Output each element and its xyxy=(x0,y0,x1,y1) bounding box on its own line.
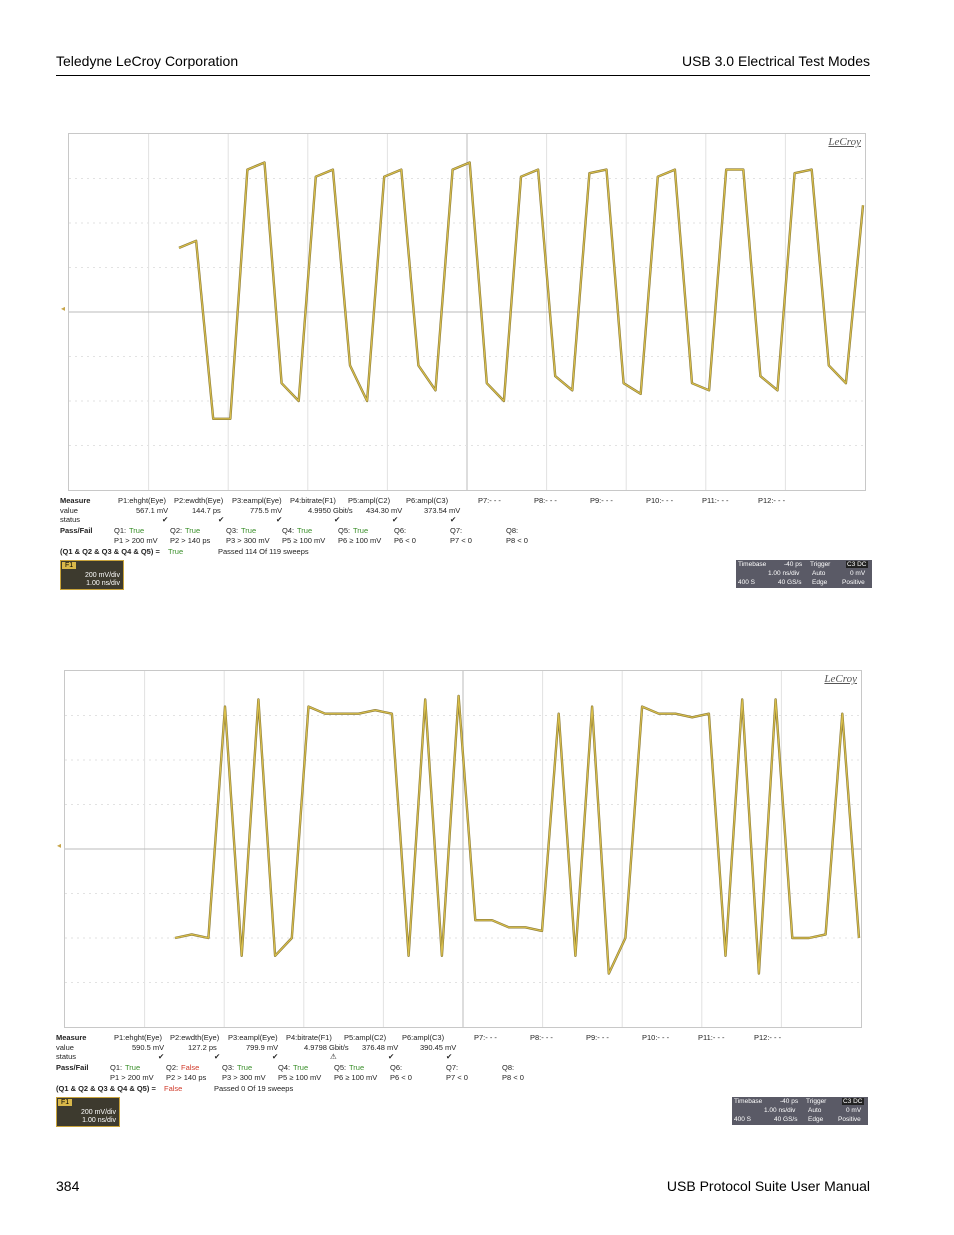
qualifier-name: Q3: xyxy=(226,526,239,535)
param-value: 373.54 mV xyxy=(424,506,461,515)
qualifier-name: Q2: xyxy=(170,526,183,535)
sample-rate: 40 GS/s xyxy=(778,579,802,586)
status-check-icon: ✔ xyxy=(162,515,169,524)
waveform-grid xyxy=(61,133,866,491)
trigger-level-marker-icon: ◂ xyxy=(61,304,66,313)
param-name: P10:- - - xyxy=(646,496,674,505)
oscilloscope-capture-2 xyxy=(54,665,868,1130)
measure-label: Measure xyxy=(60,496,91,505)
status-check-icon: ✔ xyxy=(334,515,341,524)
param-name: P9:- - - xyxy=(586,1033,609,1042)
status-check-icon: ✔ xyxy=(276,515,283,524)
qualifier-state: True xyxy=(293,1063,309,1072)
lecroy-logo: LeCroy xyxy=(824,673,857,685)
qualifier-condition: P6 ≥ 100 mV xyxy=(338,536,382,545)
horizontal-scale: 1.00 ns/div xyxy=(82,1117,116,1124)
param-name: P5:ampl(C2) xyxy=(344,1033,387,1042)
param-name: P7:- - - xyxy=(478,496,501,505)
param-value: 4.9798 Gbit/s xyxy=(304,1043,349,1052)
measurement-table xyxy=(58,496,872,556)
status-check-icon: ✔ xyxy=(450,515,457,524)
status-check-icon: ✔ xyxy=(158,1052,165,1061)
header-rule xyxy=(56,75,870,76)
param-value: 127.2 ps xyxy=(188,1043,217,1052)
status-label: status xyxy=(56,1052,77,1061)
vertical-scale: 200 mV/div xyxy=(84,572,120,579)
param-name: P4:bitrate(F1) xyxy=(286,1033,332,1042)
qualifier-condition: P2 > 140 ps xyxy=(170,536,211,545)
qualifier-condition: P3 > 300 mV xyxy=(226,536,270,545)
trigger-slope: Positive xyxy=(838,1116,861,1123)
channel-tag: F1 xyxy=(58,1099,72,1106)
trigger-channel: C3 DC xyxy=(847,561,867,568)
trigger-label: Trigger xyxy=(806,1098,827,1105)
value-label: value xyxy=(56,1043,74,1052)
qualifier-name: Q2: xyxy=(166,1063,179,1072)
param-name: P8:- - - xyxy=(530,1033,553,1042)
waveform-trace xyxy=(179,163,863,419)
qualifier-name: Q3: xyxy=(222,1063,235,1072)
trigger-level: 0 mV xyxy=(850,570,866,577)
qualifier-condition: P5 ≥ 100 mV xyxy=(278,1073,322,1082)
status-check-icon: ✔ xyxy=(214,1052,221,1061)
param-value: 775.5 mV xyxy=(250,506,283,515)
timebase-trigger-box[interactable] xyxy=(736,560,872,588)
channel-tag: F1 xyxy=(62,562,76,569)
qualifier-name: Q7: xyxy=(450,526,463,535)
trigger-type: Edge xyxy=(812,579,828,586)
sample-count: 400 S xyxy=(738,579,755,586)
qualifier-name: Q6: xyxy=(394,526,407,535)
combined-value: True xyxy=(168,547,184,556)
waveform-grid xyxy=(57,670,862,1028)
qualifier-condition: P1 > 200 mV xyxy=(114,536,158,545)
trigger-mode: Auto xyxy=(812,570,826,577)
qualifier-state: True xyxy=(129,526,145,535)
qualifier-name: Q5: xyxy=(338,526,351,535)
param-name: P3:eampl(Eye) xyxy=(228,1033,278,1042)
channel-descriptor-box[interactable] xyxy=(60,560,124,590)
qualifier-state: True xyxy=(241,526,257,535)
param-value: 390.45 mV xyxy=(420,1043,457,1052)
param-value: 4.9950 Gbit/s xyxy=(308,506,353,515)
status-check-icon: ✔ xyxy=(218,515,225,524)
waveform-plot xyxy=(65,671,861,1027)
measurement-table xyxy=(54,1033,868,1093)
qualifier-condition: P7 < 0 xyxy=(450,536,472,545)
param-value: 376.48 mV xyxy=(362,1043,399,1052)
status-check-icon: ✔ xyxy=(446,1052,453,1061)
qualifier-state: True xyxy=(297,526,313,535)
param-name: P12:- - - xyxy=(754,1033,782,1042)
qualifier-condition: P6 < 0 xyxy=(390,1073,412,1082)
qualifier-name: Q4: xyxy=(278,1063,291,1072)
qualifier-name: Q5: xyxy=(334,1063,347,1072)
qualifier-state: False xyxy=(181,1063,200,1072)
param-name: P11:- - - xyxy=(702,496,729,505)
param-name: P6:ampl(C3) xyxy=(402,1033,445,1042)
waveform-trace xyxy=(175,696,859,974)
param-name: P12:- - - xyxy=(758,496,786,505)
qualifier-name: Q1: xyxy=(110,1063,123,1072)
param-name: P6:ampl(C3) xyxy=(406,496,449,505)
param-name: P3:eampl(Eye) xyxy=(232,496,282,505)
trigger-slope: Positive xyxy=(842,579,865,586)
qualifier-state: True xyxy=(353,526,369,535)
trigger-mode: Auto xyxy=(808,1107,822,1114)
param-name: P1:ehght(Eye) xyxy=(118,496,166,505)
param-name: P1:ehght(Eye) xyxy=(114,1033,162,1042)
timebase-value: -40 ps xyxy=(784,561,803,568)
qualifier-condition: P8 < 0 xyxy=(506,536,528,545)
qualifier-condition: P2 > 140 ps xyxy=(166,1073,207,1082)
qualifier-name: Q6: xyxy=(390,1063,403,1072)
status-check-icon: ✔ xyxy=(272,1052,279,1061)
combined-label: (Q1 & Q2 & Q3 & Q4 & Q5) = xyxy=(56,1084,156,1093)
time-per-div: 1.00 ns/div xyxy=(764,1107,796,1114)
oscilloscope-capture-1 xyxy=(58,128,872,593)
qualifier-state: True xyxy=(125,1063,141,1072)
trigger-level-marker-icon: ◂ xyxy=(57,841,62,850)
qualifier-name: Q7: xyxy=(446,1063,459,1072)
sample-rate: 40 GS/s xyxy=(774,1116,798,1123)
timebase-value: -40 ps xyxy=(780,1098,799,1105)
passfail-label: Pass/Fail xyxy=(60,526,93,535)
footer-title: USB Protocol Suite User Manual xyxy=(666,1178,870,1194)
qualifier-condition: P8 < 0 xyxy=(502,1073,524,1082)
qualifier-name: Q1: xyxy=(114,526,127,535)
qualifier-condition: P6 < 0 xyxy=(394,536,416,545)
time-per-div: 1.00 ns/div xyxy=(768,570,800,577)
param-name: P8:- - - xyxy=(534,496,557,505)
param-value: 567.1 mV xyxy=(136,506,169,515)
trigger-channel: C3 DC xyxy=(843,1098,863,1105)
param-name: P4:bitrate(F1) xyxy=(290,496,336,505)
qualifier-condition: P5 ≥ 100 mV xyxy=(282,536,326,545)
measure-label: Measure xyxy=(56,1033,87,1042)
trigger-label: Trigger xyxy=(810,561,831,568)
status-check-icon: ✔ xyxy=(392,515,399,524)
param-name: P9:- - - xyxy=(590,496,613,505)
status-check-icon: ⚠ xyxy=(330,1052,337,1061)
qualifier-name: Q4: xyxy=(282,526,295,535)
trigger-level: 0 mV xyxy=(846,1107,862,1114)
qualifier-condition: P3 > 300 mV xyxy=(222,1073,266,1082)
param-value: 799.9 mV xyxy=(246,1043,279,1052)
param-name: P10:- - - xyxy=(642,1033,670,1042)
qualifier-name: Q8: xyxy=(502,1063,515,1072)
passfail-label: Pass/Fail xyxy=(56,1063,89,1072)
param-name: P5:ampl(C2) xyxy=(348,496,391,505)
sweep-count: Passed 114 Of 119 sweeps xyxy=(218,547,309,556)
status-check-icon: ✔ xyxy=(388,1052,395,1061)
vertical-scale: 200 mV/div xyxy=(80,1109,116,1116)
timebase-label: Timebase xyxy=(734,1098,763,1105)
timebase-trigger-box[interactable] xyxy=(732,1097,868,1125)
param-value: 434.30 mV xyxy=(366,506,403,515)
trigger-type: Edge xyxy=(808,1116,824,1123)
qualifier-name: Q8: xyxy=(506,526,519,535)
waveform-plot xyxy=(69,134,865,490)
sample-count: 400 S xyxy=(734,1116,751,1123)
qualifier-state: True xyxy=(185,526,201,535)
channel-descriptor-box[interactable] xyxy=(56,1097,120,1127)
running-header-right: USB 3.0 Electrical Test Modes xyxy=(681,53,870,69)
page-number: 384 xyxy=(56,1178,80,1194)
status-label: status xyxy=(60,515,81,524)
horizontal-scale: 1.00 ns/div xyxy=(86,580,120,587)
running-header-left: Teledyne LeCroy Corporation xyxy=(56,53,239,69)
combined-label: (Q1 & Q2 & Q3 & Q4 & Q5) = xyxy=(60,547,160,556)
qualifier-condition: P1 > 200 mV xyxy=(110,1073,154,1082)
sweep-count: Passed 0 Of 19 sweeps xyxy=(214,1084,294,1093)
qualifier-state: True xyxy=(349,1063,365,1072)
param-name: P11:- - - xyxy=(698,1033,725,1042)
param-value: 144.7 ps xyxy=(192,506,221,515)
timebase-label: Timebase xyxy=(738,561,767,568)
lecroy-logo: LeCroy xyxy=(828,136,861,148)
value-label: value xyxy=(60,506,78,515)
qualifier-state: True xyxy=(237,1063,253,1072)
qualifier-condition: P6 ≥ 100 mV xyxy=(334,1073,378,1082)
param-name: P2:ewdth(Eye) xyxy=(174,496,224,505)
param-name: P7:- - - xyxy=(474,1033,497,1042)
param-name: P2:ewdth(Eye) xyxy=(170,1033,220,1042)
qualifier-condition: P7 < 0 xyxy=(446,1073,468,1082)
param-value: 590.5 mV xyxy=(132,1043,165,1052)
combined-value: False xyxy=(164,1084,183,1093)
